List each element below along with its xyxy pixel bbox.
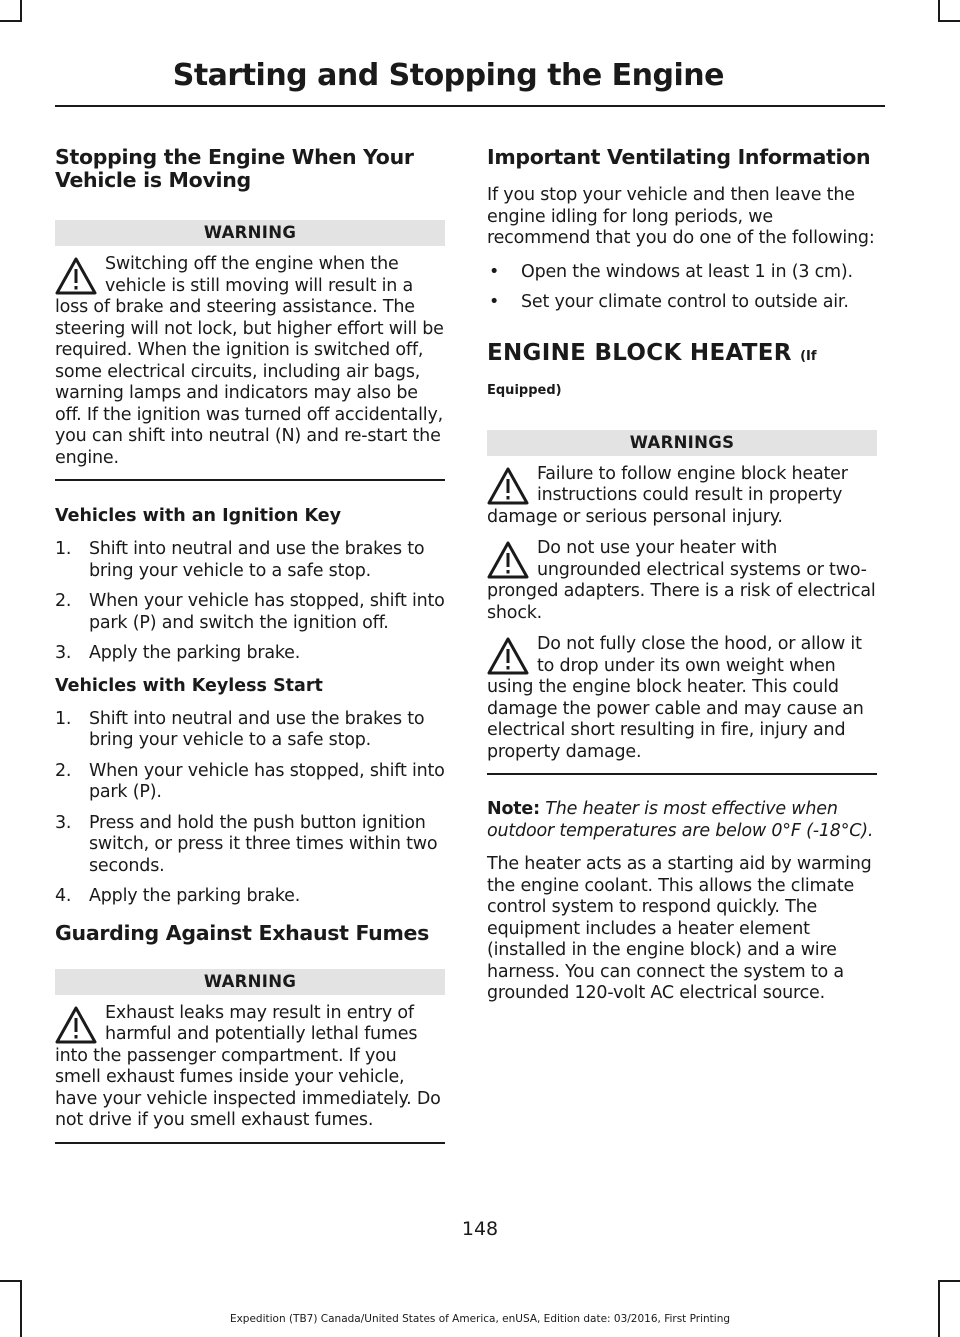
section-qualifier: (If bbox=[800, 348, 817, 364]
warning-header: WARNING bbox=[55, 969, 445, 995]
warning-header: WARNING bbox=[55, 220, 445, 246]
list-item: 1. Shift into neutral and use the brakes to bring your vehicle to a safe stop. bbox=[55, 708, 425, 750]
note-text: The heater is most effective when outdoor temperatures are below 0°F (-18°C). bbox=[487, 799, 874, 841]
note-paragraph bbox=[487, 799, 877, 842]
list-item: 4. Apply the parking brake. bbox=[55, 886, 301, 906]
footer-text: Expedition (TB7) Canada/United States of America, enUSA, Edition date: 03/2016, First Printing bbox=[229, 1313, 731, 1325]
list-item: 2. When your vehicle has stopped, shift into park (P) and switch the ignition off. bbox=[55, 591, 445, 633]
warning-text bbox=[55, 254, 445, 469]
right-column bbox=[487, 146, 877, 1017]
warning-triangle-icon bbox=[487, 540, 529, 580]
body-paragraph: The heater acts as a starting aid by warming the engine coolant. This allows the climate control system to respond quickly. The equipment includes a heater element (installed in the engine block) and a wire harness. You can connect the system to a grounded 120-volt AC electrical source. bbox=[487, 854, 872, 1003]
steps-list bbox=[55, 539, 445, 665]
list-item: 3. Apply the parking brake. bbox=[55, 643, 301, 663]
crop-mark bbox=[938, 20, 960, 22]
warning-triangle-icon bbox=[487, 466, 529, 506]
section-qualifier: Equipped) bbox=[487, 382, 562, 398]
warning-box bbox=[487, 430, 877, 776]
list-item: 1. Shift into neutral and use the brakes to bring your vehicle to a safe stop. bbox=[55, 539, 425, 581]
left-column bbox=[55, 146, 445, 1168]
section-heading: Important Ventilating Information bbox=[487, 145, 871, 169]
list-item: • Open the windows at least 1 in (3 cm). bbox=[489, 261, 853, 282]
warning-text bbox=[55, 1003, 445, 1132]
warning-lead: Exhaust leaks may result in entry of harmful and potentially lethal fumes into the passenger compartment. bbox=[55, 1002, 418, 1066]
warning-header: WARNINGS bbox=[487, 430, 877, 456]
warning-lead: Switching off the engine when the vehicle is still moving will result in a loss of brake and steering assistance. bbox=[55, 254, 414, 317]
crop-mark bbox=[20, 0, 22, 22]
list-item: 2. When your vehicle has stopped, shift into park (P). bbox=[55, 760, 445, 802]
section-title: ENGINE BLOCK HEATER (If Equipped) bbox=[487, 339, 817, 398]
warning-text: Do not use your heater with ungrounded electrical systems or two-pronged adapters. There is a risk of electrical shock. bbox=[487, 538, 876, 623]
intro-paragraph: If you stop your vehicle and then leave the engine idling for long periods, we recommend that you do one of the following: bbox=[487, 185, 875, 248]
crop-mark bbox=[0, 20, 22, 22]
list-item: 3. Press and hold the push button ignition switch, or press it three times within two seconds. bbox=[55, 812, 438, 876]
warning-text: Do not fully close the hood, or allow it to drop under its own weight when using the engine block heater. This could damage the power cable and may cause an electrical short resulting in fire, injury and property damage. bbox=[487, 634, 864, 762]
warning-triangle-icon bbox=[55, 256, 97, 296]
subheading: Vehicles with Keyless Start bbox=[55, 675, 323, 696]
page-number: 148 bbox=[461, 1218, 499, 1240]
warning-triangle-icon bbox=[55, 1005, 97, 1045]
warning-rest: If you smell exhaust fumes inside your vehicle, have your vehicle inspected immediately. Do not drive if you smell exhaust fumes. bbox=[55, 1045, 441, 1130]
crop-mark bbox=[938, 1280, 960, 1282]
subheading: Vehicles with an Ignition Key bbox=[55, 506, 342, 526]
warning-text: Failure to follow engine block heater instructions could result in property damage or serious personal injury. bbox=[487, 463, 848, 527]
crop-mark bbox=[938, 1280, 940, 1337]
section-heading: Stopping the Engine When Your Vehicle is Moving bbox=[55, 145, 414, 192]
crop-mark bbox=[20, 1280, 22, 1337]
crop-mark bbox=[938, 0, 940, 22]
warning-box bbox=[55, 969, 445, 1144]
page-header-title: Starting and Stopping the Engine bbox=[172, 58, 724, 93]
section-heading: Guarding Against Exhaust Fumes bbox=[55, 920, 430, 945]
bullet-list bbox=[487, 262, 877, 314]
header-rule bbox=[55, 105, 885, 107]
list-item: • Set your climate control to outside air. bbox=[489, 292, 849, 312]
warning-rest: The steering will not lock, but higher effort will be required. When the ignition is switched off, some electrical circuits, including air bags, warning lamps and indicators may also be off. If the ignition was turned off accidentally, you can shift into neutral (N) and re-start the engine. bbox=[55, 297, 444, 468]
warning-triangle-icon bbox=[487, 636, 529, 676]
crop-mark bbox=[0, 1280, 22, 1282]
note-label: Note: bbox=[487, 799, 540, 819]
steps-list bbox=[55, 709, 445, 908]
warning-box bbox=[55, 220, 445, 481]
